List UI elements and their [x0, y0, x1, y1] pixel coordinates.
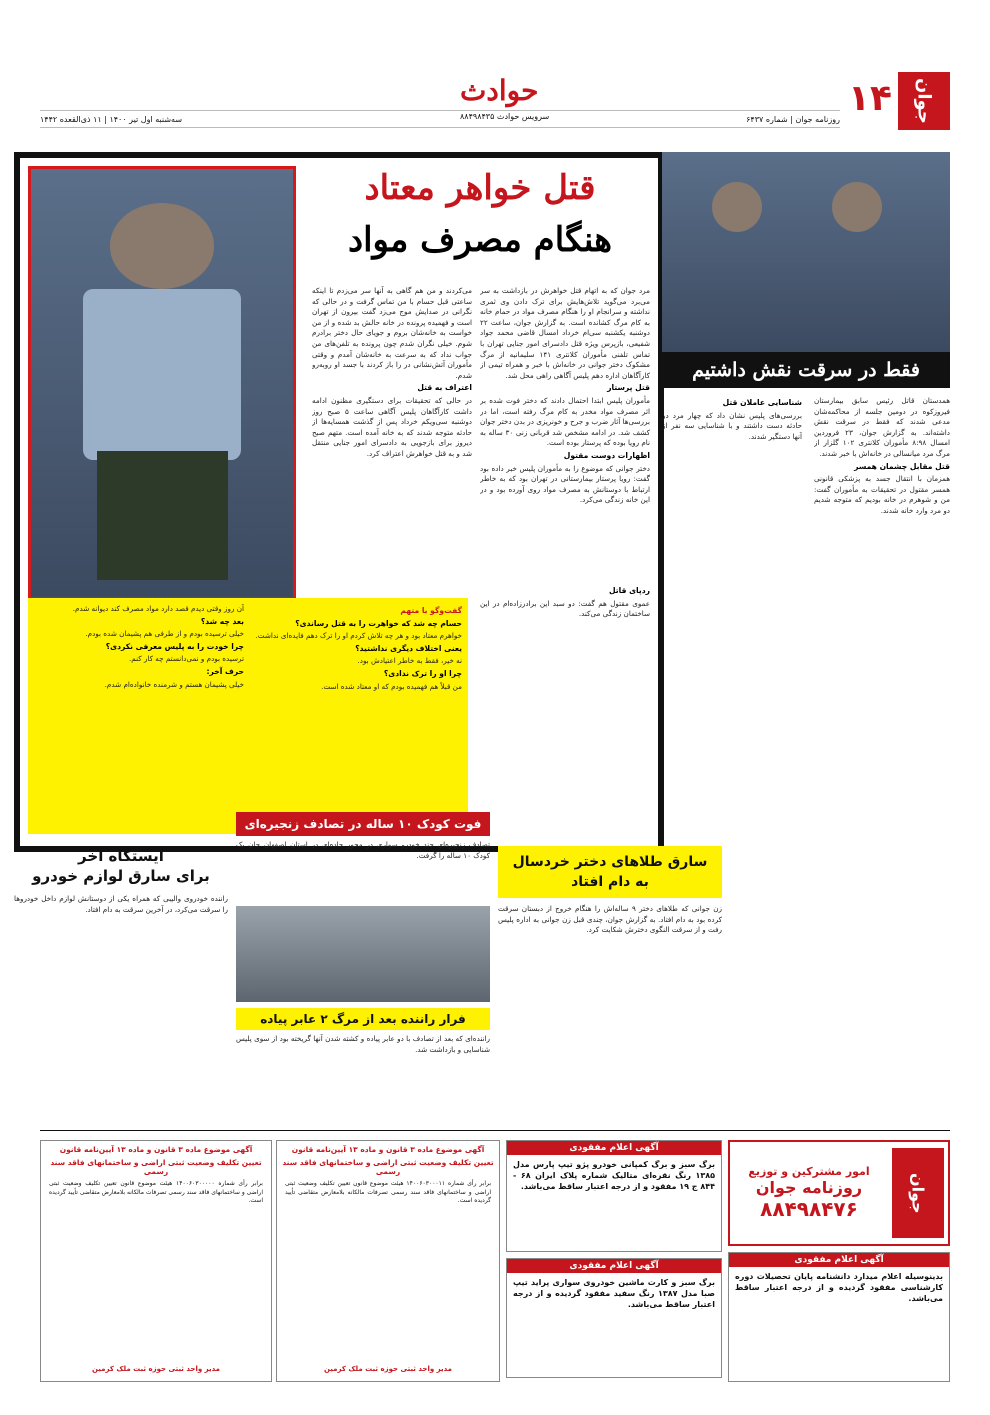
main-col-right: [480, 286, 650, 576]
blurred-face-icon: [110, 203, 215, 289]
driver-title: فرار راننده بعد از مرگ ۲ عابر پیاده: [236, 1008, 490, 1030]
theft-story: [662, 152, 950, 840]
interview-q2: یعنی اختلاف دیگری نداشتید؟: [355, 643, 462, 653]
newspaper-logo: جوان: [898, 72, 950, 130]
interview-q1: حسام چه شد که خواهرت را به قتل رساندی؟: [295, 618, 462, 628]
interview-a5: ترسیده بودم و نمی‌دانستم چه کار کنم.: [129, 654, 244, 664]
main-subhead-1: قتل پرستار: [607, 383, 650, 393]
main-title-line2: هنگام مصرف مواد: [347, 220, 613, 260]
masthead: [40, 72, 950, 130]
legal-ad-2-head: آگهی موضوع ماده ۳ قانون و ماده ۱۳ آیین‌نامه قانون: [291, 1145, 485, 1154]
legal-ad-1-text: برابر رأی شماره ۱۴۰۰۶۰۳۰۰۰۰۰ هیئت موضوع قانون تعیین تکلیف وضعیت ثبتی اراضی و ساختمانهای فاقد سند رسمی تصرفات مالکانه بلامعارض متقاضی تأیید گردیده است.: [49, 1180, 263, 1205]
parts-title-box: [14, 846, 228, 886]
lost-ad-3-head: آگهی اعلام مفقودی: [729, 1253, 949, 1267]
main-text-3: دختر جوانی که موضوع را به مأموران پلیس خبر داده بود گفت: رویا پرستار بیمارستانی در تهران بود که به خاطر ارتباط با دوستانش به مصرف مواد روی آورده بود و در این خانه زندگی می‌کرد.: [480, 463, 650, 505]
main-photo-frame: [28, 166, 296, 600]
issue-info: روزنامه جوان | شماره ۶۴۳۷: [746, 114, 840, 124]
theft-text-2: همزمان با انتقال جسد به پزشکی قانونی همسر مقتول در تحقیقات به مأموران گفت: من و شوهرم در خانه بودیم که متوجه شدیم دو مرد وارد خانه شدند.: [814, 474, 950, 515]
interview-q6: حرف آخر:: [206, 666, 244, 676]
lost-ad-1-head: آگهی اعلام مفقودی: [507, 1141, 721, 1155]
theft-text-3: بررسی‌های پلیس نشان داد که چهار مرد در حادثه دست داشتند و با شناسایی سه نفر از آنها دستگیر شدند.: [662, 410, 802, 441]
section-title: حوادث: [460, 74, 539, 107]
parts-text: راننده خودروی والیبی که همراه یکی از دوستانش لوازم داخل خودروها را سرقت می‌کرد، در آخرین سرقت به دام افتاد.: [14, 894, 228, 914]
theft-title: فقط در سرقت نقش داشتیم: [662, 352, 950, 388]
gold-text: زن جوانی که طلاهای دختر ۹ ساله‌اش را هنگام خروج از دبستان سرقت کرده بود به دام افتاد. به گزارش جوان، چندی قبل زن جوانی به اداره پلیس رفت و از سرقت النگوی دخترش شکایت کرد.: [498, 904, 722, 935]
parts-story: [14, 846, 228, 1126]
legal-ad-1-sub: تعیین تکلیف وضعیت ثبتی اراضی و ساختمانهای فاقد سند رسمی: [50, 1158, 262, 1176]
main-text-1: مرد جوان که به اتهام قتل خواهرش در بازداشت به سر می‌برد می‌گوید تلاش‌هایش برای ترک دادن وی ثمری نداشته و سرانجام او را هنگام مصرف مواد در حمام خانه به کام مرگ کشانده است. به گزارش جوان، ساعت ۲۲ دوشنبه یکشنبه سی‌ام خرداد امسال قاضی محمد جواد شفیعی، بازپرس ویژه قتل دادسرای امور جنایی تهران با تماس تلفنی مأموران کلانتری ۱۴۱ سلیمانیه از مرگ مشکوک دختر جوانی در خانه‌اش با خبر و همراه تیمی از کارآگاهان اداره دهم پلیس آگاهی راهی محل شد.: [480, 286, 650, 380]
interview-a2: نه خیر، فقط به خاطر اعتیادش بود.: [357, 656, 462, 666]
date-info: سه‌شنبه اول تیر ۱۴۰۰ | ۱۱ ذی‌القعده ۱۴۴۲: [40, 114, 183, 124]
section-service: سرویس حوادث ۸۸۴۹۸۴۳۵: [460, 112, 550, 121]
page-number: ۱۴: [848, 78, 892, 119]
theft-subhead-2: شناسایی عاملان قتل: [722, 398, 802, 407]
legal-ad-1: [40, 1140, 272, 1382]
shirt-shape: [83, 289, 240, 460]
interview-heading: گفت‌وگو با متهم: [400, 606, 462, 615]
subscribe-text: [730, 1165, 888, 1221]
legal-ad-2-sub: تعیین تکلیف وضعیت ثبتی اراضی و ساختمانهای فاقد سند رسمی: [282, 1158, 494, 1176]
gold-title-line1: سارق طلاهای دختر خردسال: [512, 854, 708, 870]
subscribe-ad: [728, 1140, 950, 1246]
subscribe-line1: امور مشترکین و توزیع: [748, 1165, 870, 1178]
theft-col-left: [662, 396, 802, 836]
legal-ad-1-sign: مدیر واحد ثبتی حوزه ثبت ملک کرمین: [91, 1365, 220, 1373]
driver-text: راننده‌ای که بعد از تصادف با دو عابر پیاده و کشته شدن آنها گریخته بود از سوی پلیس شناسایی و بازداشت شد.: [236, 1034, 490, 1054]
interview-box: [28, 598, 468, 834]
ads-right: [728, 1140, 950, 1380]
photo-caption: آن روز وقتی دیدم قصد دارد مواد مصرف کند دیوانه شدم.: [72, 604, 244, 613]
interview-q5: چرا خودت را به پلیس معرفی نکردی؟: [105, 641, 244, 651]
main-text-4: می‌کردند و من هم گاهی به آنها سر می‌زدم تا اینکه ساعتی قبل حسام با من تماس گرفت و در حالی که نگرانی در صدایش موج می‌زد گفت بیرون از تهران است و فهمیده پرونده در خانه حالش بد شده و از من خواست به خانه‌شان بروم و جویای حال دختر برادرم شوم. خیلی نگران شدم چون پرونده به تلفن‌های من جواب نداد که به سرعت به خانه‌شان آمدم و وقتی مأموران آتش‌نشانی در را باز کردند با جسد او روبه‌رو شدم.: [312, 286, 472, 380]
interview-a1: خواهرم معتاد بود و هر چه تلاش کردم او را ترک دهم فایده‌ای نداشت.: [255, 631, 462, 641]
lost-ad-2-head: آگهی اعلام مفقودی: [507, 1259, 721, 1273]
issue-line: [40, 110, 840, 128]
interview-a6: خیلی پشیمان هستم و شرمنده خانواده‌ام شدم.: [104, 679, 244, 689]
suspect-photo: [31, 169, 293, 597]
parts-title-line1: ایستگاه آخر: [78, 847, 164, 865]
main-text-5: در حالی که تحقیقات برای دستگیری مظنون ادامه داشت کارآگاهان پلیس آگاهی ساعت ۵ صبح روز دوشنبه سی‌ویکم خرداد پس از گذشت همسایه‌ها از حادثه متوجه شدند که به خانه آمده است. متهم صبح دیروز برای بازجویی به دادسرای امور جنایی منتقل شد و به قتل خواهرش اعتراف کرد.: [312, 395, 472, 458]
interview-col-right: [252, 604, 462, 828]
legal-ad-2-text: برابر رأی شماره ۱۴۰۰۶۰۳۰۰۰۱۱ هیئت موضوع قانون تعیین تکلیف وضعیت ثبتی اراضی و ساختمانهای فاقد سند رسمی تصرفات مالکانه بلامعارض متقاضی تأیید گردیده است.: [285, 1180, 491, 1205]
interview-col-left: [34, 604, 244, 828]
chain-title: فوت کودک ۱۰ ساله در تصادف زنجیره‌ای: [236, 812, 490, 836]
theft-col-right: [814, 396, 950, 836]
lost-ad-2: [506, 1258, 722, 1378]
gold-title-line2: به دام افتاد: [571, 874, 649, 890]
chain-text: تصادف زنجیره‌ای چند خودرو سواری در محور جاده‌ای در استان اصفهان جان یک کودک ۱۰ ساله را گرفت.: [236, 840, 490, 860]
interview-a4: خیلی ترسیده بودم و از طرفی هم پشیمان شده بودم.: [85, 629, 244, 639]
main-title-line1: قتل خواهر معتاد: [364, 168, 596, 208]
lost-ad-3-text: بدینوسیله اعلام میدارد دانشنامه پایان تحصیلات دوره کارشناسی مفقود گردیده و از درجه اعتبار ساقط می‌باشد.: [735, 1272, 943, 1303]
theft-photo: [662, 152, 950, 352]
main-text-2: مأموران پلیس ابتدا احتمال دادند که دختر فوت شده بر اثر مصرف مواد مخدر به کام مرگ رفته است، اما در بررسی‌ها آثار ضرب و جرح و خونریزی در بدن دختر جوان کشف شد. در ادامه مشخص شد قربانی زنی ۳۰ ساله به نام رویا بوده که پرستار بوده است.: [480, 395, 650, 448]
theft-subhead-1: قتل مقابل چشمان همسر: [854, 461, 950, 471]
ads-mid: [506, 1140, 722, 1380]
lost-ad-1: [506, 1140, 722, 1252]
chain-story: [236, 812, 490, 1112]
pants-shape: [97, 451, 228, 579]
theft-text-1: همدستان قاتل رئیس سابق بیمارستان فیروزکوه در دومین جلسه از محاکمه‌شان مدعی شدند که فقط در سرقت نقش داشته‌اند. به گزارش جوان، ۲۳ فروردین امسال ۸:۹۸ مأموران کلانتری ۱۰۲ گلزار از مرگ مرد میانسالی در خانه‌اش با خبر شدند.: [814, 396, 950, 458]
blurred-face-icon: [832, 182, 882, 232]
subscribe-logo: جوان: [892, 1148, 944, 1238]
interview-a3: من قبلاً هم فهمیده بودم که او معتاد شده است.: [321, 681, 462, 691]
main-col-left: [312, 286, 472, 576]
interview-q4: بعد چه شد؟: [200, 616, 244, 626]
divider-line: [40, 1130, 950, 1131]
lost-ad-2-text: برگ سبز و کارت ماشین خودروی سواری پراید تیپ صبا مدل ۱۳۸۷ رنگ سفید مفقود گردیده و از درجه اعتبار ساقط می‌باشد.: [513, 1278, 715, 1309]
lost-ad-3: [728, 1252, 950, 1382]
main-story-box: [14, 152, 664, 852]
main-text-6: عموی مقتول هم گفت: دو سبد این برادرزاده‌ام در این ساختمان زندگی می‌کند.: [480, 598, 650, 619]
legal-ad-1-head: آگهی موضوع ماده ۳ قانون و ماده ۱۳ آیین‌نامه قانون: [59, 1145, 253, 1154]
main-subhead-3: ردپای قاتل: [608, 586, 650, 595]
legal-ad-2-sign: مدیر واحد ثبتی حوزه ثبت ملک کرمین: [323, 1365, 452, 1373]
main-subhead-2: اظهارات دوست مقتول: [563, 450, 650, 460]
gold-title-box: [498, 846, 722, 898]
legal-ad-2: [276, 1140, 500, 1382]
crash-photo: [236, 906, 490, 1002]
gold-story: [498, 846, 722, 1126]
subscribe-phone: ۸۸۴۹۸۴۷۶: [760, 1197, 858, 1221]
blurred-face-icon: [712, 182, 762, 232]
parts-title-line2: برای سارق لوازم خودرو: [32, 867, 210, 885]
main-col-right-lower: [480, 584, 650, 834]
lost-ad-1-text: برگ سبز و برگ کمپانی خودرو پژو تیپ پارس مدل ۱۳۸۵ رنگ نقره‌ای متالیک شماره پلاک ایران ۶۸ - ۸۴۴ ج ۱۹ مفقود و از درجه اعتبار ساقط می‌باشد.: [513, 1160, 716, 1191]
interview-q3: چرا او را ترک ندادی؟: [383, 668, 462, 678]
subscribe-line2: روزنامه جوان: [755, 1178, 863, 1197]
main-subhead-4: اعتراف به قتل: [417, 383, 472, 393]
